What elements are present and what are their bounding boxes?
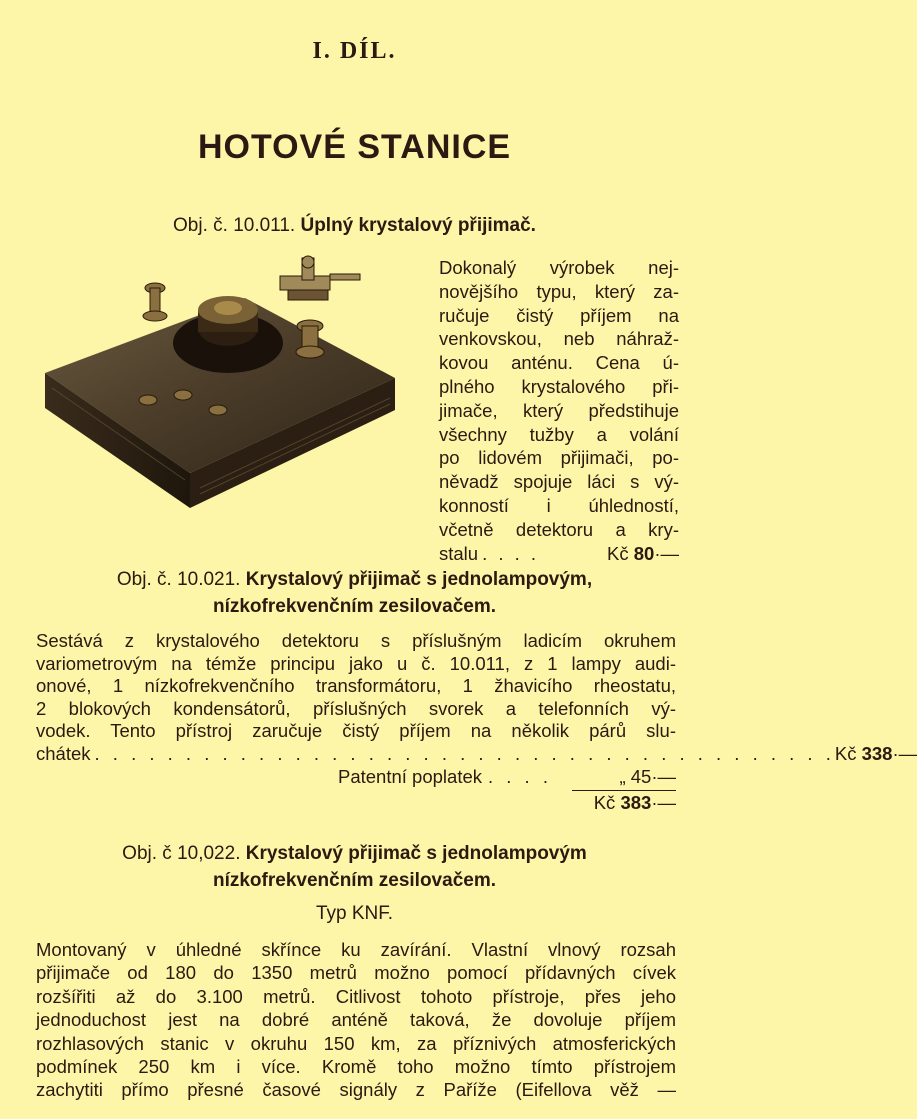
desc-line: ručuje čistý příjem na <box>439 304 679 326</box>
desc-line: všechny tužby a volání <box>439 423 679 445</box>
item3-number: Obj. č 10,022. <box>122 843 241 864</box>
desc-line: po lidovém přijimači, po- <box>439 447 679 469</box>
item1-description <box>439 256 679 565</box>
fee-value: „ 45·— <box>619 766 676 787</box>
desc-line: Dokonalý výrobek nej- <box>439 257 679 278</box>
desc-line: 2 blokových kondensátorů, příslušných svorek a telefonních vý- <box>36 697 676 719</box>
item1-name: Úplný krystalový přijimač. <box>300 215 536 236</box>
desc-line: jednoduchost jest na dobré anténě taková, že dovoluje příjem <box>36 1009 676 1031</box>
desc-line: Sestává z krystalového detektoru s příslušným ladicím okruhem <box>36 630 676 651</box>
fee-label: Patentní poplatek <box>338 766 482 787</box>
desc-line: novějšího typu, který za- <box>439 280 679 302</box>
item3-type: Typ KNF. <box>315 903 394 924</box>
desc-line: plného krystalového při- <box>439 375 679 397</box>
leader-dots: . . . . . . . . . . . . . . . . . . . . . . . . . . . . . . . . . . . . . . . . . <box>94 742 835 764</box>
desc-line: onové, 1 nízkofrekvenčního transformátoru, 1 žhavicího rheostatu, <box>36 675 676 696</box>
desc-line: variometrovým na témže principu jako u č. 10.011, z 1 lampy audi- <box>36 652 676 674</box>
leader-dots: . . . . <box>488 766 552 787</box>
item3-heading <box>0 840 709 894</box>
item2-description <box>36 630 917 765</box>
item1-price: 80 <box>633 542 655 564</box>
item3-name-line1: Krystalový přijimač s jednolampovým <box>245 843 587 864</box>
currency: Kč <box>607 542 629 564</box>
item2-price: 338 <box>861 742 893 764</box>
price-suffix: ·— <box>651 792 676 813</box>
crystal-receiver-illustration <box>40 248 405 523</box>
desc-line: jimače, který předstihuje <box>439 399 679 421</box>
desc-line: vodek. Tento přístroj zaručuje čistý příjem na několik párů slu- <box>36 720 676 741</box>
total-line <box>568 792 676 814</box>
item1-heading <box>0 212 709 239</box>
desc-last-word: chátek <box>36 742 91 764</box>
item2-name-line1: Krystalový přijimač s jednolampovým, <box>245 569 593 590</box>
item3-description <box>36 938 676 1102</box>
sum-rule <box>572 790 676 791</box>
item2-price-line <box>36 742 917 766</box>
desc-line: včetně detektoru a kry- <box>439 518 679 540</box>
desc-line: rozhlasových stanic v okruhu 150 km, za příznivých atmosferických <box>36 1032 676 1054</box>
desc-line: rozšířiti až do 3.100 metrů. Citlivost tohoto přístroje, přes jeho <box>36 985 676 1007</box>
desc-line: konností i úhledností, <box>439 494 679 516</box>
item1-price-line <box>439 542 679 566</box>
item2-name-line2: nízkofrekvenčním zesilovačem. <box>212 596 496 617</box>
desc-line: podmínek 250 km i více. Kromě toho možno tímto přístrojem <box>36 1056 676 1078</box>
desc-last-word: stalu <box>439 542 479 564</box>
total-price: 383 <box>620 792 652 813</box>
part-heading: I. DÍL. <box>312 38 397 64</box>
desc-line: přijimače od 180 do 1350 metrů možno pomocí přídavných cívek <box>36 962 676 984</box>
desc-line: zachytiti přímo přesné časové signály z Paříže (Eifellova věž — <box>36 1079 676 1101</box>
desc-line: Montovaný v úhledné skřínce ku zavírání. Vlastní vlnový rozsah <box>36 939 676 960</box>
currency: Kč <box>834 742 857 764</box>
item1-number: Obj. č. 10.011. <box>173 215 296 236</box>
desc-line: něvadž spojuje láci s vý- <box>439 471 679 493</box>
price-suffix: ·— <box>892 742 917 764</box>
desc-line: venkovskou, neb náhraž- <box>439 328 679 350</box>
item2-number: Obj. č. 10.021. <box>116 569 241 590</box>
price-suffix: ·— <box>654 542 679 564</box>
item3-name-line2: nízkofrekvenčním zesilovačem. <box>212 870 496 891</box>
page-title: HOTOVÉ STANICE <box>197 128 512 166</box>
leader-dots: . . . . <box>482 542 540 564</box>
item2-heading <box>0 566 709 620</box>
currency: Kč <box>593 792 616 813</box>
desc-line: kovou anténu. Cena ú- <box>439 352 679 374</box>
patent-fee-line <box>338 766 676 788</box>
